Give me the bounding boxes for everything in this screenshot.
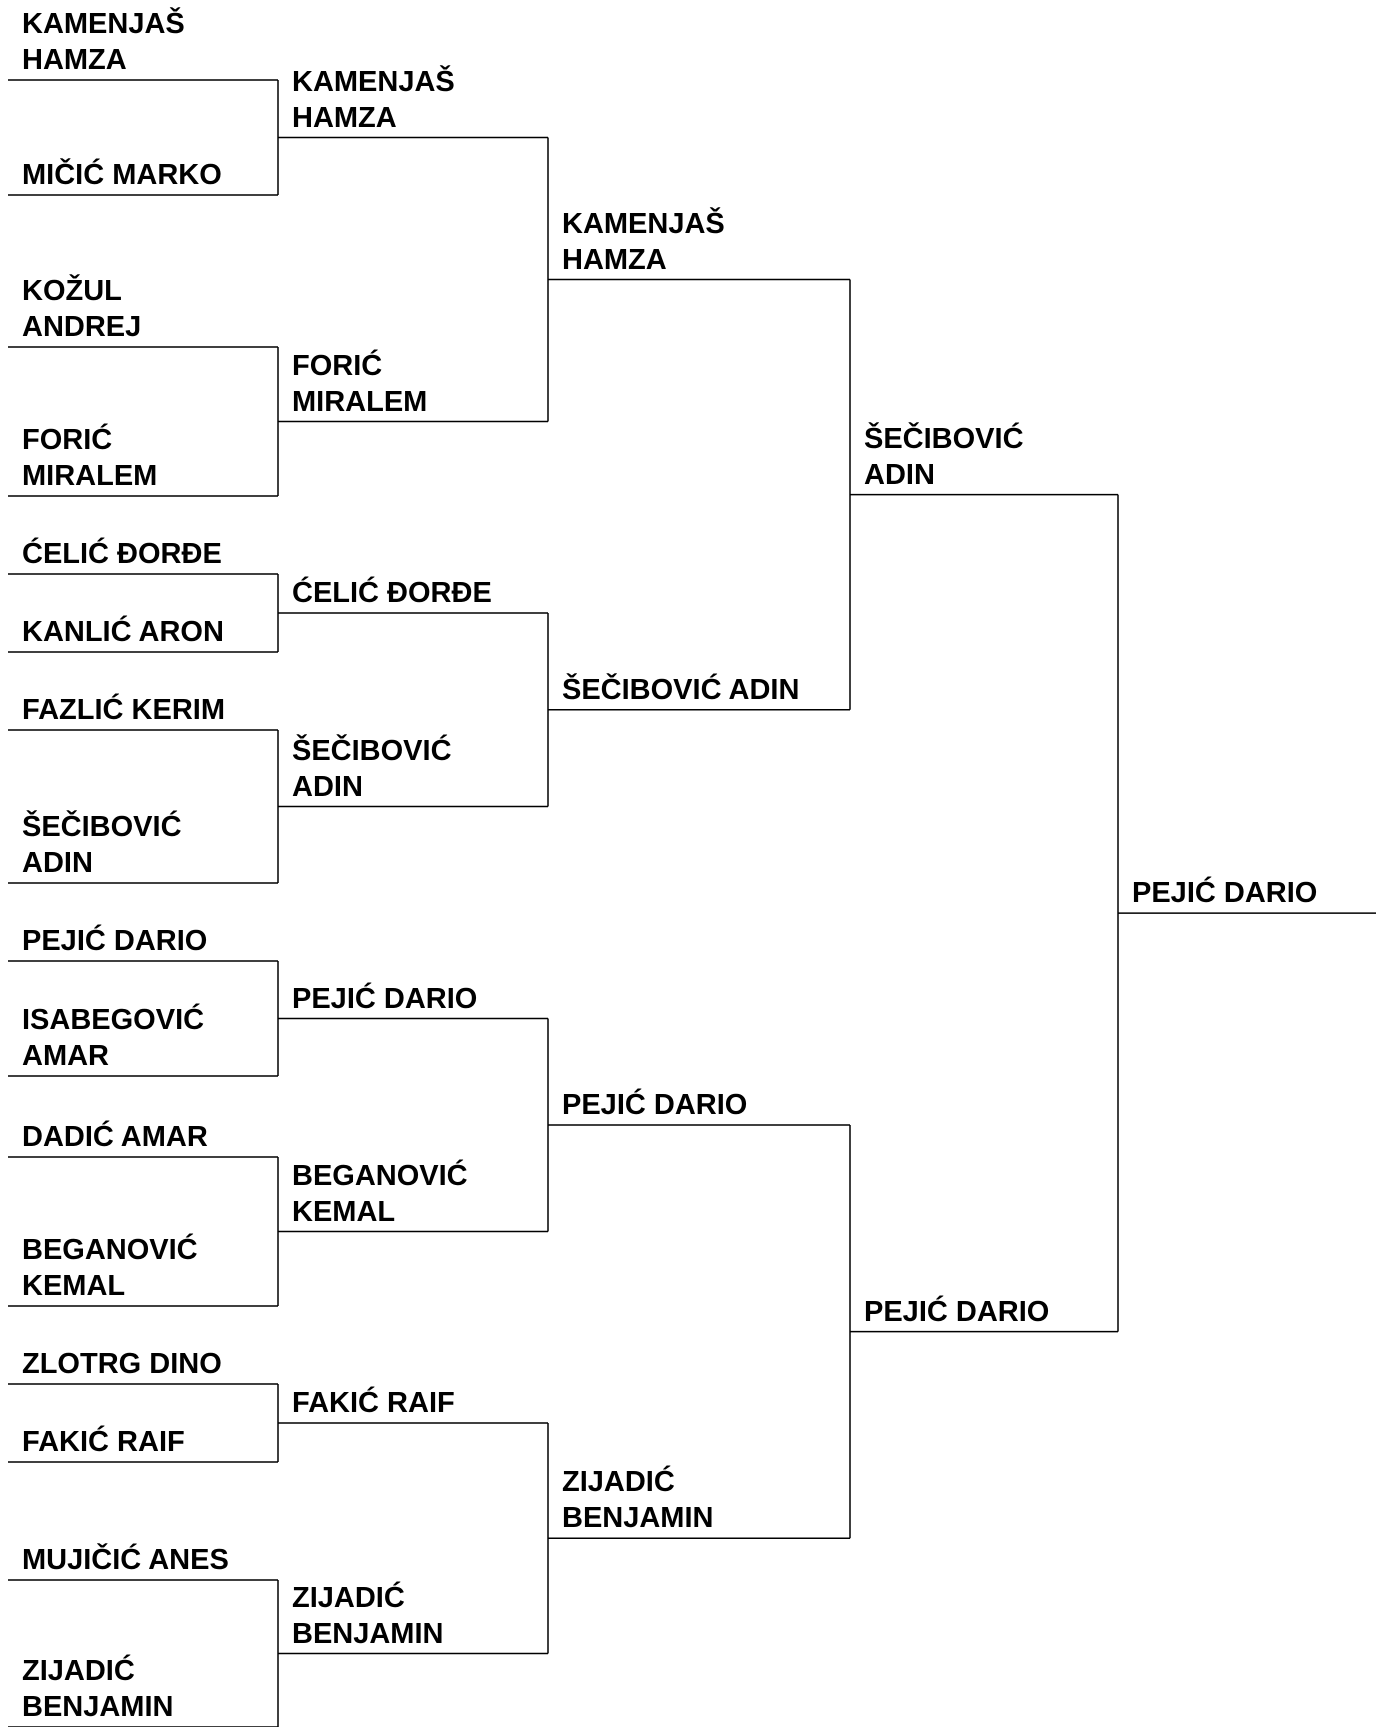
round-2-slot-6-name: BEGANOVIĆ KEMAL — [292, 1159, 468, 1228]
round-1-slot-12-name: BEGANOVIĆ KEMAL — [22, 1234, 198, 1302]
round-1-slot-1-name: KAMENJAŠ HAMZA — [22, 8, 185, 76]
round-1-slot-4-name: FORIĆ MIRALEM — [22, 424, 158, 492]
round-1-slot-8-name: ŠEČIBOVIĆ ADIN — [22, 811, 182, 879]
round-1-slot-13-name: ZLOTRG DINO — [22, 1348, 222, 1380]
round-2-slot-3-name: ĆELIĆ ĐORĐE — [292, 577, 492, 609]
round-2-slot-4-name: ŠEČIBOVIĆ ADIN — [292, 734, 452, 803]
round-3-slot-4-name: ZIJADIĆ BENJAMIN — [562, 1466, 714, 1535]
round-2-slot-1-name: KAMENJAŠ HAMZA — [292, 65, 455, 134]
round-3-slot-1-name: KAMENJAŠ HAMZA — [562, 207, 725, 276]
round-3-slot-2-name: ŠEČIBOVIĆ ADIN — [562, 673, 800, 706]
round-4-slot-2-name: PEJIĆ DARIO — [864, 1295, 1050, 1328]
round-1-slot-11-name: DADIĆ AMAR — [22, 1121, 208, 1153]
round-1-slot-14-name: FAKIĆ RAIF — [22, 1426, 185, 1458]
round-1-slot-6-name: KANLIĆ ARON — [22, 616, 224, 648]
round-2-slot-7-name: FAKIĆ RAIF — [292, 1387, 455, 1419]
round-2-slot-2-name: FORIĆ MIRALEM — [292, 349, 428, 418]
round-1-slot-15-name: MUJIČIĆ ANES — [22, 1544, 229, 1576]
round-1-slot-9-name: PEJIĆ DARIO — [22, 925, 208, 957]
round-4-slot-1-name: ŠEČIBOVIĆ ADIN — [864, 422, 1024, 491]
round-1-slot-16-name: ZIJADIĆ BENJAMIN — [22, 1655, 174, 1723]
round-2-slot-8-name: ZIJADIĆ BENJAMIN — [292, 1581, 444, 1650]
round-3-slot-3-name: PEJIĆ DARIO — [562, 1089, 748, 1121]
round-5-slot-1-name: PEJIĆ DARIO — [1132, 877, 1318, 910]
round-1-slot-5-name: ĆELIĆ ĐORĐE — [22, 538, 222, 570]
round-1-slot-3-name: KOŽUL ANDREJ — [22, 275, 142, 343]
round-1-slot-7-name: FAZLIĆ KERIM — [22, 694, 225, 726]
round-1-slot-10-name: ISABEGOVIĆ AMAR — [22, 1004, 205, 1072]
round-1-slot-2-name: MIČIĆ MARKO — [22, 159, 222, 191]
round-2-slot-5-name: PEJIĆ DARIO — [292, 982, 478, 1015]
